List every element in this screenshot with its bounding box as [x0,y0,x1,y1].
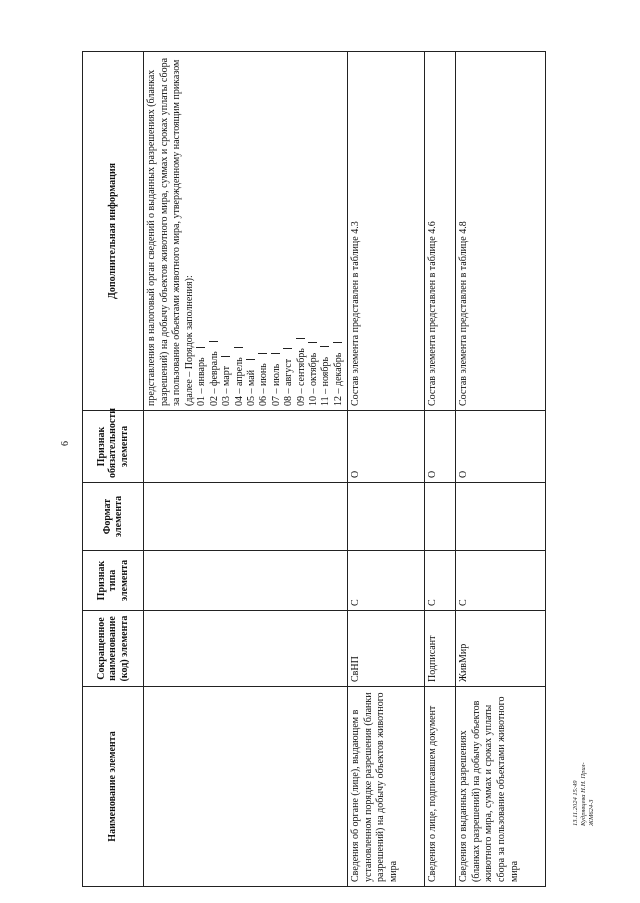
list-item [246,56,258,406]
cell-format [144,483,348,551]
month-label: 02 – февраль [208,351,220,406]
header-element-required: Признак обязательности элемента [83,411,144,483]
checkbox-mark-icon [271,353,280,361]
header-element-type: Признак типа элемента [83,551,144,611]
element-table [82,51,546,887]
checkbox-mark-icon [333,342,342,350]
cell-type [144,551,348,611]
cell-type: С [348,551,425,611]
table-row [456,52,546,887]
cell-required: О [456,411,546,483]
cell-info: Состав элемента представлен в таблице 4.8 [456,52,546,411]
table-row [144,52,348,887]
cell-type: С [456,551,546,611]
cell-name: Сведения о лице, подписавшем документ [425,687,456,887]
month-list [196,56,345,406]
month-label: 05 – май [246,369,257,406]
checkbox-mark-icon [283,348,292,356]
cell-required [144,411,348,483]
info-text: представления в налоговый орган сведений о выданных разрешениях (бланках разрешений) на добычу объектов животного мира, суммах и сроках уплаты сбора за пользование объектами животного мира, утвержденному настоящим приказом (далее – Порядок заполнения): [146,57,195,406]
month-label: 12 – декабрь [332,352,344,406]
checkbox-mark-icon [234,347,243,355]
cell-format [425,483,456,551]
checkbox-mark-icon [246,359,255,367]
checkbox-mark-icon [221,356,230,364]
list-item [333,56,345,406]
list-item [196,56,208,406]
cell-info [144,52,348,411]
list-item [258,56,270,406]
header-element-code: Сокращенное наименование (код) элемента [83,611,144,687]
header-element-format: Формат элемента [83,483,144,551]
electronic-signature-stamp [572,758,596,826]
rotated-page-content [82,52,560,887]
month-label: 04 – апрель [233,357,245,406]
header-additional-info: Дополнительная информация [83,52,144,411]
checkbox-mark-icon [196,347,205,355]
checkbox-mark-icon [308,342,317,350]
cell-type: С [425,551,456,611]
month-label: 01 – январь [196,357,208,406]
list-item [234,56,246,406]
header-element-name: Наименование элемента [83,687,144,887]
cell-code: СвНП [348,611,425,687]
cell-format [348,483,425,551]
cell-code: ЖивМир [456,611,546,687]
cell-required: О [348,411,425,483]
table-row [348,52,425,887]
list-item [271,56,283,406]
list-item [296,56,308,406]
table-header-row [83,52,144,887]
page-number: 6 [60,441,71,446]
stamp-datetime: 13.11.2024 15:49 [572,780,579,826]
table-row [425,52,456,887]
month-label: 03 – март [221,366,233,406]
month-label: 07 – июль [270,363,282,406]
list-item [283,56,295,406]
cell-format [456,483,546,551]
list-item [320,56,332,406]
stamp-signer: Кудрявцева Н.Н. Прил-ЖМ624-3 [580,762,595,826]
list-item [221,56,233,406]
cell-code: Подписант [425,611,456,687]
month-label: 06 – июнь [258,363,270,406]
month-label: 10 – октябрь [308,352,320,406]
cell-info: Состав элемента представлен в таблице 4.3 [348,52,425,411]
month-label: 11 – ноябрь [320,356,332,406]
cell-required: О [425,411,456,483]
checkbox-mark-icon [258,353,267,361]
list-item [308,56,320,406]
list-item [209,56,221,406]
cell-info: Состав элемента представлен в таблице 4.6 [425,52,456,411]
checkbox-mark-icon [296,338,305,346]
cell-name: Сведения о выданных разрешениях (бланках разрешений) на добычу объектов животного мира, суммах и сроках уплаты сбора за пользование объектами животного мира [456,687,546,887]
checkbox-mark-icon [320,346,329,354]
cell-code [144,611,348,687]
month-label: 09 – сентябрь [295,348,307,406]
cell-name: Сведения об органе (лице), выдающем в установленном порядке разрешения (бланки разрешений) на добычу объектов животного мира [348,687,425,887]
checkbox-mark-icon [209,341,218,349]
cell-name [144,687,348,887]
month-label: 08 – август [283,358,295,406]
